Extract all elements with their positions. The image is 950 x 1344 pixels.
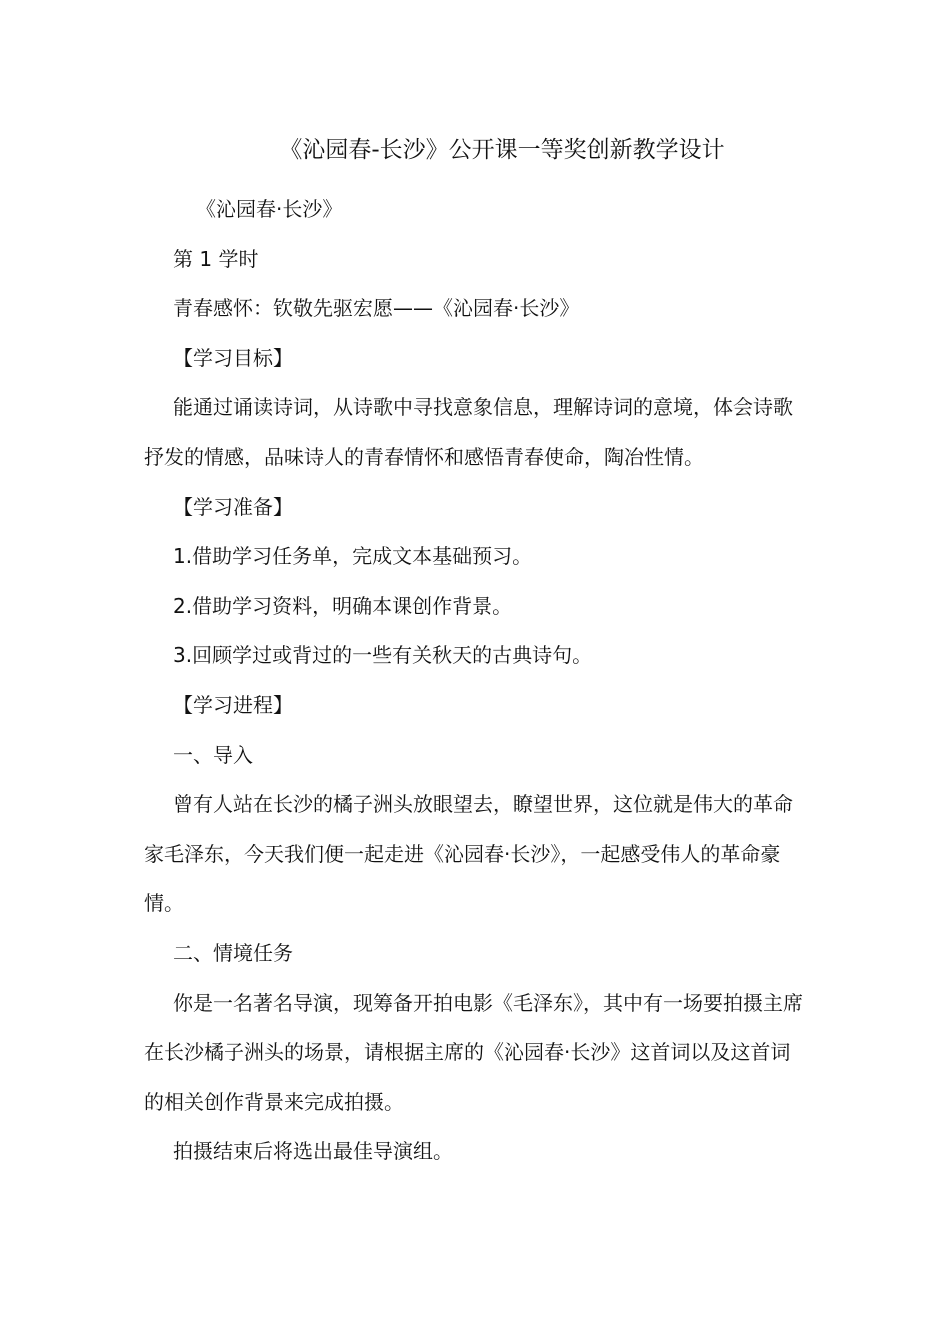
section-note-task: 拍摄结束后将选出最佳导演组。 <box>173 1139 453 1164</box>
process-heading: 【学习进程】 <box>173 692 293 717</box>
lesson-period: 第 1 学时 <box>173 246 259 271</box>
lesson-subtitle: 《沁园春·长沙》 <box>196 197 343 221</box>
objectives-heading: 【学习目标】 <box>173 345 293 370</box>
preparation-item: 1.借助学习任务单，完成文本基础预习。 <box>173 544 533 569</box>
document-body <box>144 128 808 1177</box>
preparation-item: 2.借助学习资料，明确本课创作背景。 <box>173 593 513 618</box>
section-heading-task: 二、情境任务 <box>173 940 293 965</box>
objectives-text: 能通过诵读诗词，从诗歌中寻找意象信息，理解诗词的意境，体会诗歌抒发的情感，品味诗人的青春情怀和感悟青春使命，陶冶性情。 <box>144 395 793 469</box>
lesson-theme: 青春感怀：钦敬先驱宏愿——《沁园春·长沙》 <box>173 296 580 321</box>
preparation-item: 3.回顾学过或背过的一些有关秋天的古典诗句。 <box>173 643 593 668</box>
preparation-heading: 【学习准备】 <box>173 494 293 519</box>
section-text-intro: 曾有人站在长沙的橘子洲头放眼望去，瞭望世界，这位就是伟大的革命家毛泽东，今天我们便一起走进《沁园春·长沙》，一起感受伟人的革命豪情。 <box>144 792 793 916</box>
section-text-task: 你是一名著名导演，现筹备开拍电影《毛泽东》，其中有一场要拍摄主席在长沙橘子洲头的场景，请根据主席的《沁园春·长沙》这首词以及这首词的相关创作背景来完成拍摄。 <box>144 990 803 1114</box>
section-heading-intro: 一、导入 <box>173 742 253 767</box>
document-title: 《沁园春-长沙》公开课一等奖创新教学设计 <box>279 137 725 163</box>
